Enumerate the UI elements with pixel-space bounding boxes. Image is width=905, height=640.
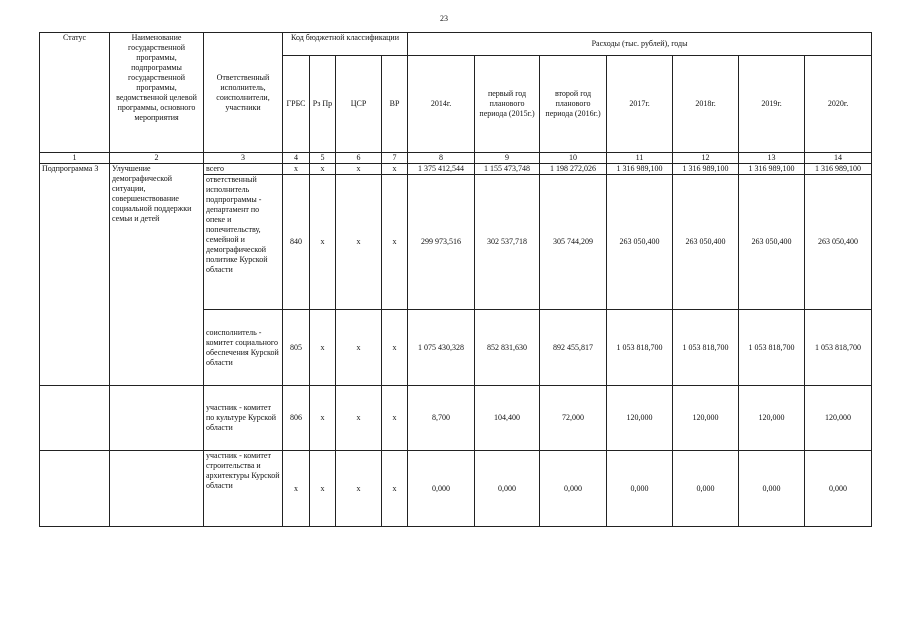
grbs-cell: 806 [283,386,310,451]
grbs-cell: 805 [283,310,310,386]
value-cell: 302 537,718 [475,175,540,310]
empty-status-cell [40,386,110,451]
rzpr-cell: х [310,175,336,310]
column-number: 9 [475,153,540,164]
value-cell: 0,000 [607,451,673,527]
header-program-name: Наименование государственной программы, подпрограммы государственной программы, ведомственной целевой программы, основного мероприятия [110,33,204,153]
vr-cell: х [382,451,408,527]
value-cell: 1 316 989,100 [739,164,805,175]
vr-cell: х [382,175,408,310]
executor-cell: ответственный исполнитель подпрограммы - департамент по опеке и попечительству, семейной и демографической политике Курской области [204,175,283,310]
column-number: 6 [336,153,382,164]
table-row [40,386,872,451]
csr-cell: х [336,164,382,175]
value-cell: 299 973,516 [408,175,475,310]
value-cell: 852 831,630 [475,310,540,386]
value-cell: 1 053 818,700 [673,310,739,386]
executor-cell: всего [204,164,283,175]
value-cell: 0,000 [739,451,805,527]
executor-cell: соисполнитель - комитет социального обеспечения Курской области [204,310,283,386]
column-number: 7 [382,153,408,164]
column-number: 11 [607,153,673,164]
value-cell: 1 053 818,700 [739,310,805,386]
value-cell: 0,000 [805,451,872,527]
header-year-2016: второй год планового периода (2016г.) [540,56,607,153]
subprogram-status: Подпрограмма 3 [40,164,110,386]
value-cell: 263 050,400 [739,175,805,310]
header-year-2014: 2014г. [408,56,475,153]
header-budget-code: Код бюджетной классификации [283,33,408,56]
value-cell: 1 375 412,544 [408,164,475,175]
empty-status-cell [40,451,110,527]
column-number: 5 [310,153,336,164]
csr-cell: х [336,310,382,386]
column-number: 12 [673,153,739,164]
grbs-cell: х [283,451,310,527]
value-cell: 1 053 818,700 [607,310,673,386]
csr-cell: х [336,175,382,310]
column-number: 10 [540,153,607,164]
column-number: 2 [110,153,204,164]
value-cell: 1 316 989,100 [607,164,673,175]
header-rzpr: Рз Пр [310,56,336,153]
column-number: 1 [40,153,110,164]
header-status: Статус [40,33,110,153]
grbs-cell: 840 [283,175,310,310]
value-cell: 1 198 272,026 [540,164,607,175]
value-cell: 1 053 818,700 [805,310,872,386]
subprogram-name: Улучшение демографической ситуации, совершенствование социальной поддержки семьи и детей [110,164,204,386]
value-cell: 1 316 989,100 [805,164,872,175]
value-cell: 0,000 [673,451,739,527]
value-cell: 120,000 [607,386,673,451]
budget-table [39,32,872,527]
value-cell: 1 316 989,100 [673,164,739,175]
header-year-2015: первый год планового периода (2015г.) [475,56,540,153]
page-number: 23 [440,14,448,23]
value-cell: 120,000 [805,386,872,451]
value-cell: 72,000 [540,386,607,451]
executor-cell: участник - комитет по культуре Курской области [204,386,283,451]
value-cell: 305 744,209 [540,175,607,310]
column-number: 3 [204,153,283,164]
column-number: 8 [408,153,475,164]
empty-name-cell [110,386,204,451]
value-cell: 892 455,817 [540,310,607,386]
header-year-2017: 2017г. [607,56,673,153]
table-row [40,164,872,175]
header-year-2018: 2018г. [673,56,739,153]
table-row [40,451,872,527]
header-grbs: ГРБС [283,56,310,153]
csr-cell: х [336,386,382,451]
rzpr-cell: х [310,164,336,175]
header-year-2019: 2019г. [739,56,805,153]
vr-cell: х [382,164,408,175]
vr-cell: х [382,310,408,386]
value-cell: 263 050,400 [805,175,872,310]
empty-name-cell [110,451,204,527]
header-responsible: Ответственный исполнитель, соисполнители, участники [204,33,283,153]
executor-cell: участник - комитет строительства и архитектуры Курской области [204,451,283,527]
value-cell: 120,000 [673,386,739,451]
vr-cell: х [382,386,408,451]
column-number-row [40,153,872,164]
value-cell: 263 050,400 [607,175,673,310]
value-cell: 1 075 430,328 [408,310,475,386]
value-cell: 0,000 [540,451,607,527]
value-cell: 263 050,400 [673,175,739,310]
rzpr-cell: х [310,386,336,451]
header-vr: ВР [382,56,408,153]
header-expenses: Расходы (тыс. рублей), годы [408,33,872,56]
value-cell: 1 155 473,748 [475,164,540,175]
rzpr-cell: х [310,310,336,386]
column-number: 14 [805,153,872,164]
header-year-2020: 2020г. [805,56,872,153]
value-cell: 8,700 [408,386,475,451]
rzpr-cell: х [310,451,336,527]
value-cell: 0,000 [408,451,475,527]
csr-cell: х [336,451,382,527]
grbs-cell: х [283,164,310,175]
value-cell: 120,000 [739,386,805,451]
value-cell: 104,400 [475,386,540,451]
header-row-1 [40,33,872,56]
value-cell: 0,000 [475,451,540,527]
column-number: 4 [283,153,310,164]
column-number: 13 [739,153,805,164]
header-csr: ЦСР [336,56,382,153]
